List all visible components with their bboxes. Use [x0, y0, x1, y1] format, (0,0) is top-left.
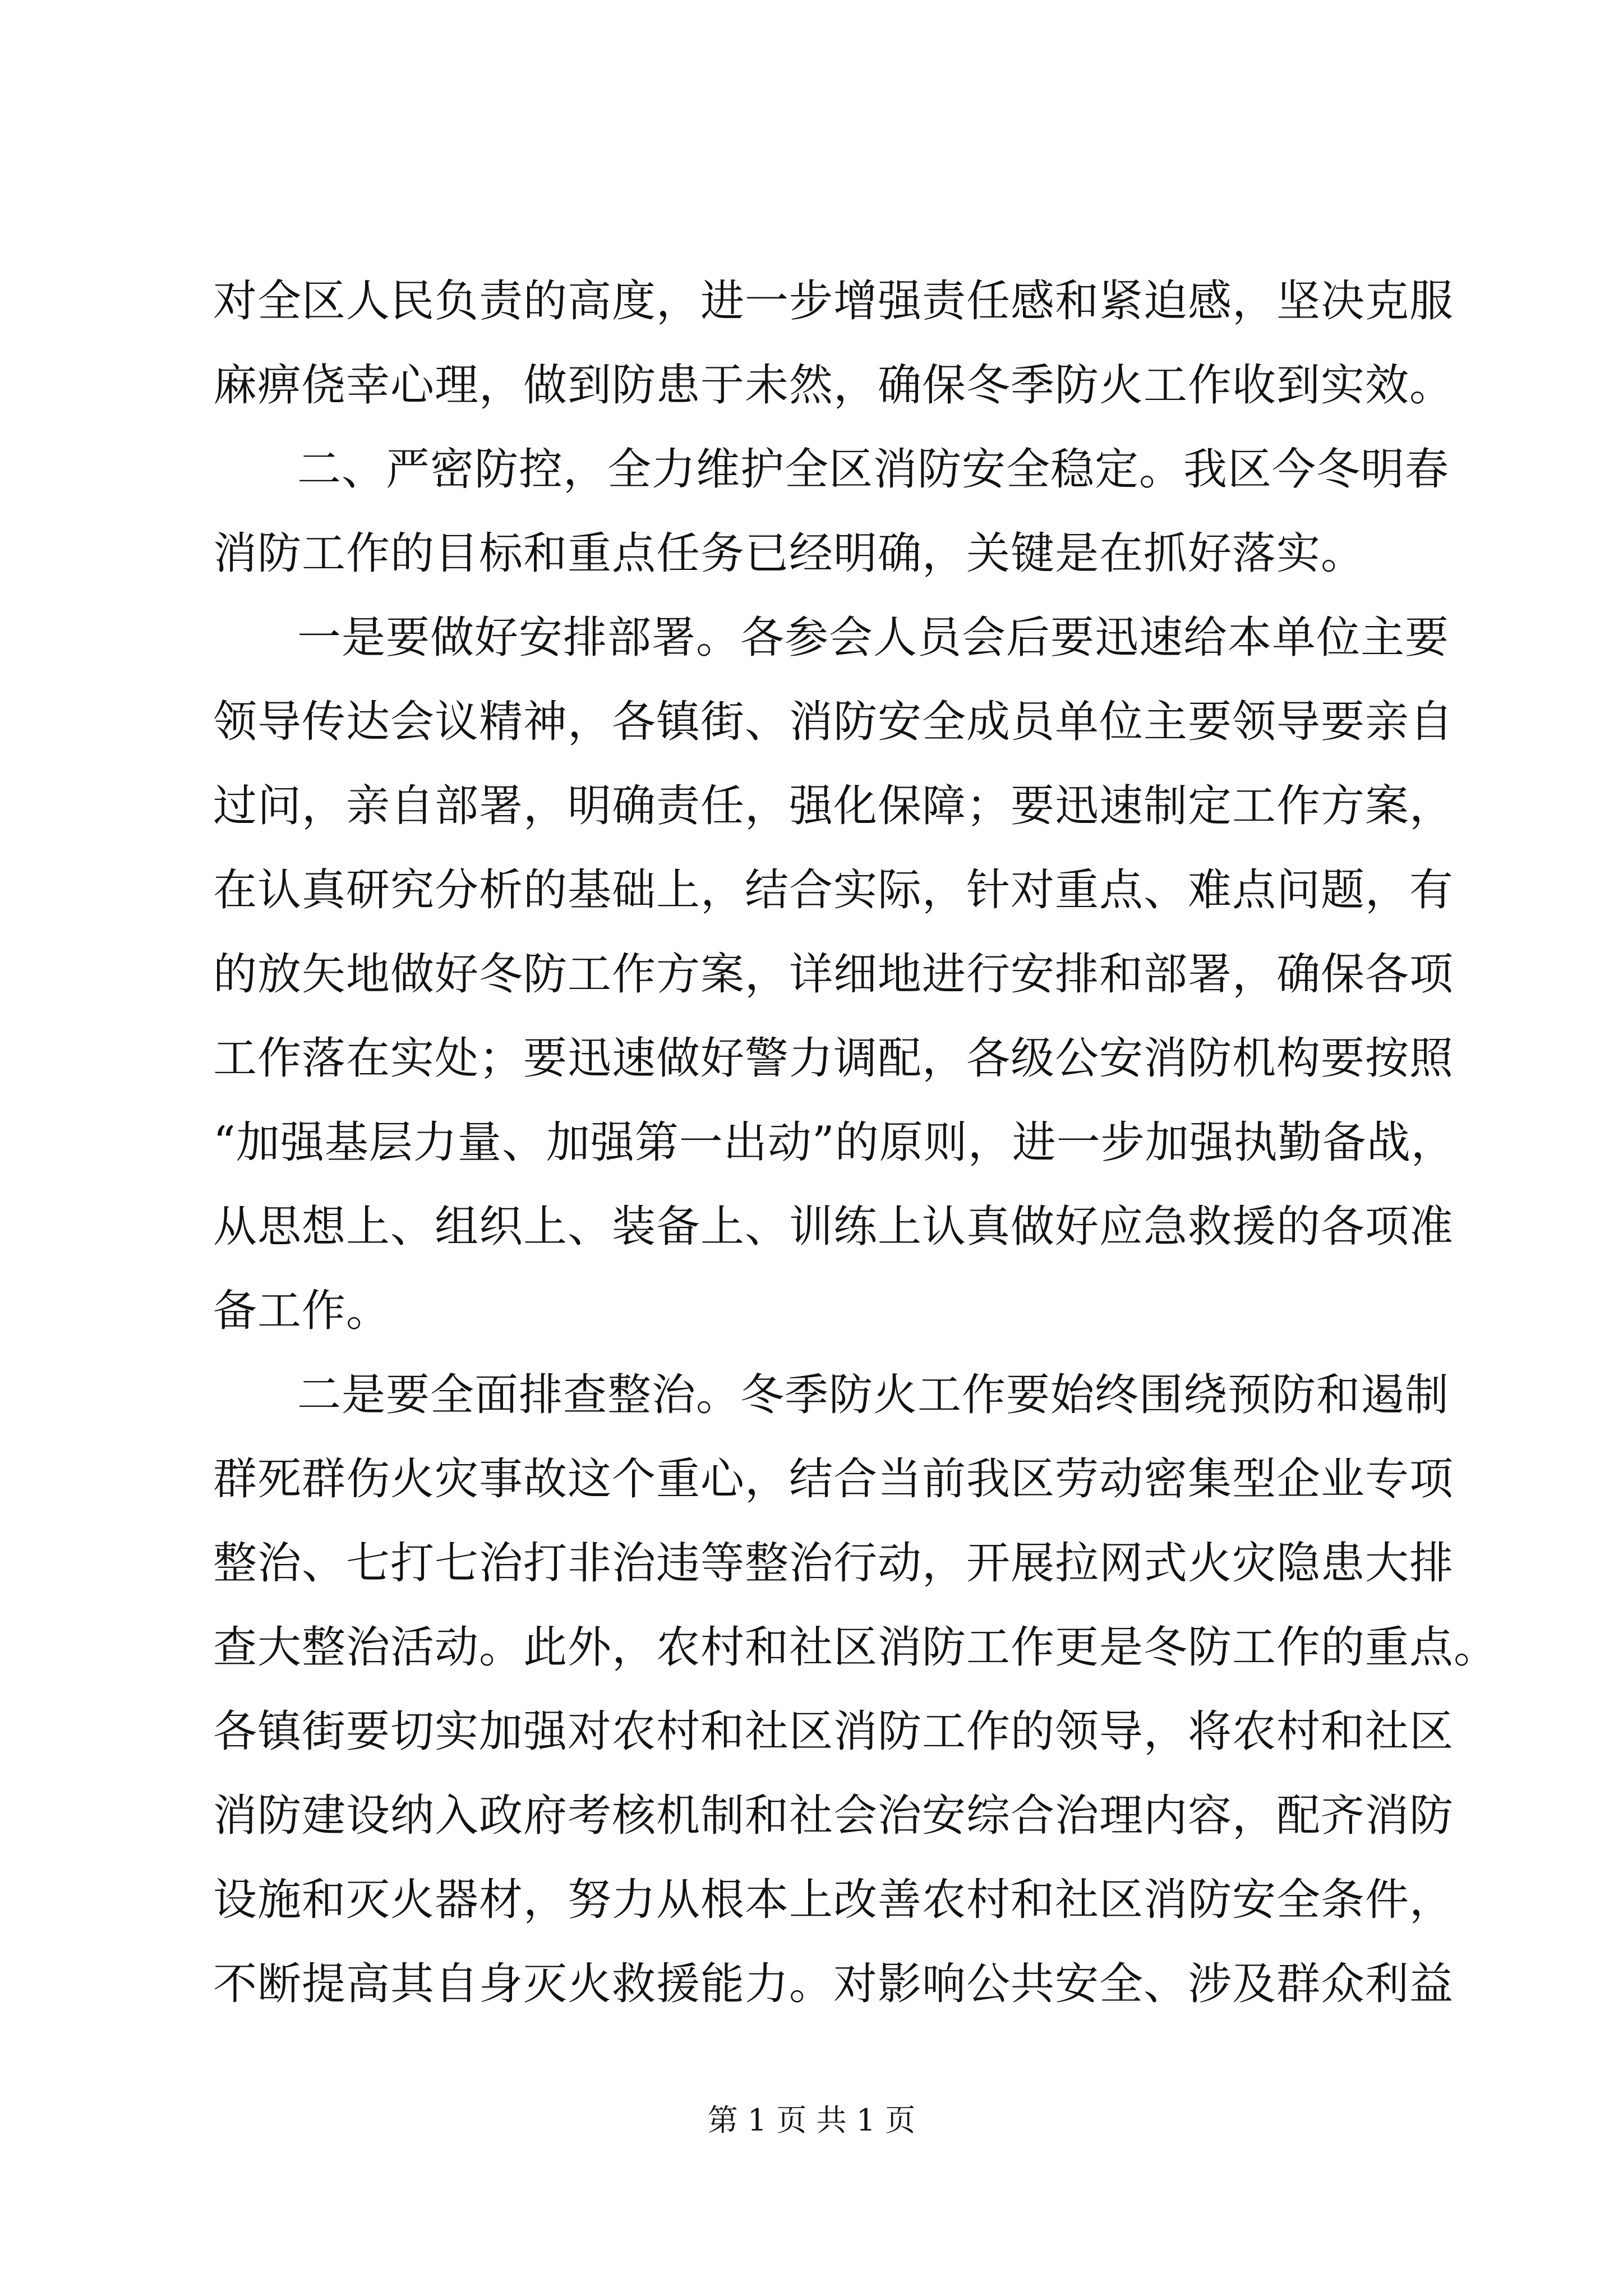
paragraph-start-line: 二是要全面排查整治。冬季防火工作要始终围绕预防和遏制 — [297, 1370, 1450, 1420]
text-line: 查大整治活动。此外，农村和社区消防工作更是冬防工作的重点。 — [213, 1622, 1498, 1673]
text-line: 消防工作的目标和重点任务已经明确，关键是在抓好落实。 — [213, 528, 1366, 579]
text-line: 备工作。 — [213, 1286, 391, 1336]
body-text — [213, 259, 1498, 2026]
text-line: 对全区人民负责的高度，进一步增强责任感和紧迫感，坚决克服 — [213, 276, 1454, 326]
text-line: 领导传达会议精神，各镇街、消防安全成员单位主要领导要亲自 — [213, 697, 1454, 747]
paragraph-start-line: 二、严密防控，全力维护全区消防安全稳定。我区今冬明春 — [297, 444, 1450, 495]
text-line: 过问，亲自部署，明确责任，强化保障；要迅速制定工作方案， — [213, 781, 1454, 831]
page-footer — [0, 2101, 1623, 2140]
text-line: 不断提高其自身灭火救援能力。对影响公共安全、涉及群众利益 — [213, 1959, 1454, 2009]
page-number-label: 第 1 页 共 1 页 — [707, 2102, 916, 2138]
paragraph-start-line: 一是要做好安排部署。各参会人员会后要迅速给本单位主要 — [297, 613, 1450, 663]
text-line: 群死群伤火灾事故这个重心，结合当前我区劳动密集型企业专项 — [213, 1454, 1454, 1504]
text-line: 消防建设纳入政府考核机制和社会治安综合治理内容，配齐消防 — [213, 1791, 1454, 1841]
text-line: 从思想上、组织上、装备上、训练上认真做好应急救援的各项准 — [213, 1202, 1454, 1252]
text-line: 设施和灭火器材，努力从根本上改善农村和社区消防安全条件， — [213, 1875, 1454, 1925]
text-line: 各镇街要切实加强对农村和社区消防工作的领导，将农村和社区 — [213, 1706, 1454, 1757]
text-line: “加强基层力量、加强第一出动”的原则，进一步加强执勤备战， — [213, 1117, 1455, 1168]
text-line: 的放矢地做好冬防工作方案，详细地进行安排和部署，确保各项 — [213, 949, 1454, 1000]
text-line: 在认真研究分析的基础上，结合实际，针对重点、难点问题，有 — [213, 865, 1454, 915]
text-line: 整治、七打七治打非治违等整治行动，开展拉网式火灾隐患大排 — [213, 1538, 1454, 1589]
text-line: 麻痹侥幸心理，做到防患于未然，确保冬季防火工作收到实效。 — [213, 360, 1454, 411]
text-line: 工作落在实处；要迅速做好警力调配，各级公安消防机构要按照 — [213, 1033, 1454, 1084]
